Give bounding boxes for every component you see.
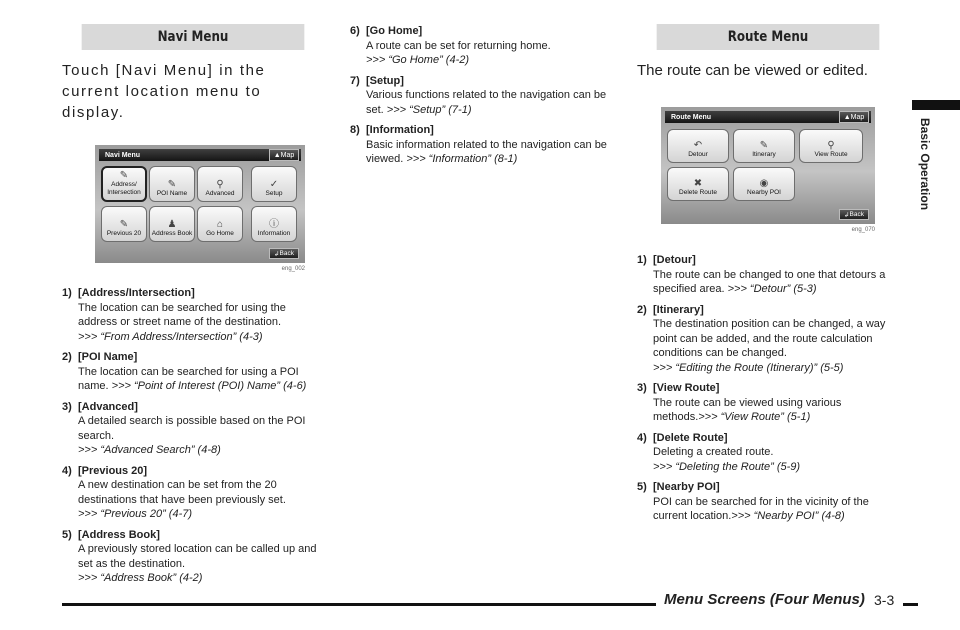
search-icon: ⚲ [216, 178, 224, 190]
list-item: 1) [Detour] The route can be changed to one that detours a specified area. >>> “Detour” (5-3) [637, 254, 886, 295]
tile-address-intersection: ✎ Address/ Intersection [101, 166, 147, 202]
footer-title: Menu Screens (Four Menus) [664, 591, 865, 608]
tile-previous-20: ✎ Previous 20 [101, 206, 147, 242]
delete-icon: ✖ [693, 177, 703, 189]
navi-menu-lead: Touch [Navi Menu] in the current location menu to display. [62, 62, 266, 121]
tile-poi-name: ✎ POI Name [149, 166, 195, 202]
tile-delete-route: ✖ Delete Route [667, 167, 729, 201]
history-icon: ✎ [119, 218, 129, 230]
list-item: 2) [POI Name] The location can be searched for using a POI name. >>> “Point of Interest (POI) Name” (4-6) [62, 351, 307, 392]
list-item: 2) [Itinerary] The destination position can be changed, a way point can be added, and the route calculation conditions can be changed. >>> “Editing the Route (Itinerary)” (5-5) [637, 303, 886, 374]
navi-items-list [62, 286, 324, 586]
home-icon: ⌂ [216, 218, 224, 230]
tile-go-home: ⌂ Go Home [197, 206, 243, 242]
back-button: ↲ Back [269, 248, 299, 259]
nearby-icon: ◉ [759, 177, 769, 189]
footer-rule [62, 603, 656, 606]
chapter-tab-marker [912, 100, 960, 110]
back-button: ↲ Back [839, 209, 869, 220]
tile-nearby-poi: ◉ Nearby POI [733, 167, 795, 201]
screen-title-bar: Navi Menu [99, 149, 301, 161]
list-item: 1) [Address/Intersection] The location can be searched for using the address or street name of the destination. >>> “From Address/Intersection” (4-3) [62, 287, 286, 343]
info-icon: ⓘ [269, 218, 279, 230]
poi-icon: ✎ [167, 178, 177, 190]
book-icon: ♟ [167, 218, 177, 230]
navi-screenshot-caption: eng_002 [281, 266, 305, 272]
list-item: 8) [Information] Basic information related to the navigation can be viewed. >>> “Information” (8-1) [350, 124, 607, 165]
itinerary-icon: ✎ [759, 139, 769, 151]
navi-menu-continued [350, 0, 615, 173]
screen-title-bar: Route Menu [665, 111, 871, 123]
tile-setup: ✓ Setup [251, 166, 297, 202]
route-items-list [637, 253, 899, 524]
navi-menu-section [62, 0, 324, 592]
navi-items-list-continued [350, 24, 615, 167]
tile-address-book: ♟ Address Book [149, 206, 195, 242]
detour-icon: ↶ [693, 139, 703, 151]
list-item: 5) [Nearby POI] POI can be searched for in the vicinity of the current location.>>> “Nearby POI” (4-8) [637, 481, 869, 522]
list-item: 5) [Address Book] A previously stored location can be called up and set as the destination. >>> “Address Book” (4-2) [62, 528, 317, 584]
list-item: 7) [Setup] Various functions related to the navigation can be set. >>> “Setup” (7-1) [350, 74, 607, 116]
tile-view-route: ⚲ View Route [799, 129, 863, 163]
map-button: ▲ Map [269, 149, 299, 161]
magnifier-icon: ⚲ [827, 139, 835, 151]
footer-rule-right [903, 603, 918, 606]
route-menu-screenshot [661, 107, 875, 224]
tile-advanced: ⚲ Advanced [197, 166, 243, 202]
tile-itinerary: ✎ Itinerary [733, 129, 795, 163]
navi-menu-screenshot [95, 145, 305, 263]
route-menu-lead: The route can be viewed or edited. [637, 62, 868, 79]
navi-menu-header: Navi Menu [82, 24, 305, 50]
route-screenshot-caption: eng_070 [851, 227, 875, 233]
route-menu-section [637, 0, 899, 530]
list-item: 6) [Go Home] A route can be set for returning home. >>> “Go Home” (4-2) [350, 25, 551, 66]
list-item: 4) [Previous 20] A new destination can be set from the 20 destinations that have been previously set. >>> “Previous 20” (4-7) [62, 464, 286, 520]
list-item: 3) [View Route] The route can be viewed using various methods.>>> “View Route” (5-1) [637, 382, 842, 423]
page-number: 3-3 [874, 592, 895, 608]
list-item: 4) [Delete Route] Deleting a created route. >>> “Deleting the Route” (5-9) [637, 431, 801, 473]
map-button: ▲ Map [839, 111, 869, 123]
wrench-icon: ✓ [269, 178, 279, 190]
chapter-side-label: Basic Operation [918, 118, 932, 211]
route-menu-header: Route Menu [657, 24, 880, 50]
tile-detour: ↶ Detour [667, 129, 729, 163]
address-icon: ✎ [119, 170, 129, 181]
list-item: 3) [Advanced] A detailed search is possible based on the POI search. >>> “Advanced Search” (4-8) [62, 400, 306, 456]
tile-information: ⓘ Information [251, 206, 297, 242]
